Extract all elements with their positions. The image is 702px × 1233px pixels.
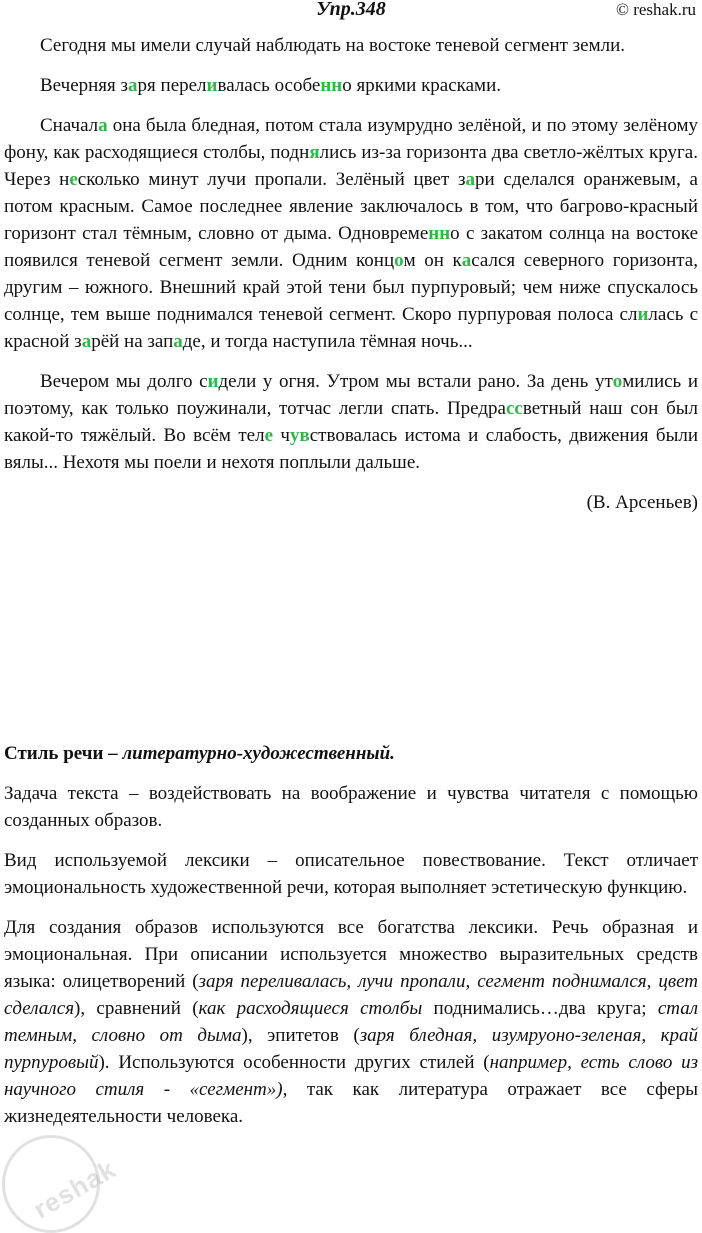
example-quote: заря бледная, изумруоно-зеленая, край пурпуровый [4, 1025, 698, 1073]
example-quote: стал темным, словно от дыма [4, 998, 698, 1046]
text-task: Задача текста – воздействовать на воображение и чувства читателя с помощью созданных образов. [4, 783, 698, 831]
paragraph-3 [4, 112, 698, 355]
author-attribution: (В. Арсеньев) [586, 492, 698, 513]
highlighted-letter: и [207, 371, 219, 392]
text-segment: сколько минут лучи пропали. Зелёный цвет з [77, 169, 466, 190]
highlighted-letter: а [173, 331, 183, 352]
text-segment: ). Используются особенности других стилей ( [98, 1052, 490, 1073]
text-segment: Вечерняя з [40, 75, 129, 96]
highlighted-letter: нн [320, 75, 343, 96]
text-segment: дели у огня. Утром мы встали рано. За день ут [218, 371, 613, 392]
highlighted-letter: е [69, 169, 78, 190]
example-quote: заря переливалась, лучи пропали, сегмент поднимался, цвет сделался [4, 971, 698, 1019]
text-segment: так как литература отражает все сферы жизнедеятельности человека. [4, 1079, 698, 1127]
text-segment: о с закатом солнца на востоке появился теневой сегмент земли. Одним конц [4, 223, 699, 271]
text-segment: валась особе [217, 75, 321, 96]
text-segment: она была бледная, потом стала изумрудно зелёной, и по этому зелёному фону, как расходящиеся столбы, подн [4, 115, 698, 163]
text-segment: Сначал [40, 115, 99, 136]
text-segment: ря перел [137, 75, 207, 96]
highlighted-letter: и [206, 75, 218, 96]
lexicon-type: Вид используемой лексики – описательное повествование. Текст отличает эмоциональность художественной речи, которая выполняет эстетическую функцию. [4, 850, 698, 898]
highlighted-letter: нн [428, 223, 451, 244]
paragraph-1: Сегодня мы имели случай наблюдать на востоке теневой сегмент земли. [40, 35, 626, 56]
analysis-section [4, 740, 698, 1130]
text-segment: сался северного горизонта, другим – южного. Внешний край этой тени был пурпуровый; чем ниже спускалось солнце, тем выше поднимался теневой сегмент. Скоро пурпуровая полоса сл [4, 250, 698, 325]
text-segment: ), эпитетов ( [241, 1025, 360, 1046]
text-segment: ветный наш сон был какой-то тяжёлый. Во всём тел [4, 398, 699, 446]
text-segment: лась с красной з [4, 304, 698, 352]
highlighted-letter: и [637, 304, 649, 325]
text-segment: ), сравнений ( [74, 998, 199, 1019]
exercise-title: Упр.348 [316, 0, 386, 20]
highlighted-letter: а [81, 331, 92, 352]
text-segment: Для создания образов используются все богатства лексики. Речь образная и эмоциональная. При описании используется множество выразительных средств языка: олицетворений ( [4, 917, 698, 992]
text-segment: де, и тогда наступила тёмная ночь... [182, 331, 473, 352]
speech-style-line [4, 740, 698, 767]
style-label: Стиль речи – [4, 743, 123, 764]
text-segment: поднимались…два круга; [422, 998, 658, 1019]
highlighted-letter: а [465, 169, 475, 190]
style-value: литературно-художественный. [122, 743, 395, 764]
text-segment: о яркими красками. [342, 75, 501, 96]
highlighted-letter: я [309, 142, 320, 163]
text-segment: м он к [403, 250, 462, 271]
expressive-means [4, 914, 698, 1130]
paragraph-2 [4, 72, 698, 99]
text-segment: ствовалась истома и слабость, движения были вялы... Нехотя мы поели и нехотя поплыли дальше. [4, 425, 698, 473]
highlighted-letter: о [612, 371, 623, 392]
highlighted-letter: а [128, 75, 138, 96]
highlighted-letter: а [461, 250, 472, 271]
text-segment: мились и поэтому, как только поужинали, тотчас легли спать. Предра [4, 371, 698, 419]
highlighted-letter: ув [289, 425, 310, 446]
highlighted-letter: сс [505, 398, 523, 419]
example-quote: как расходящиеся столбы [198, 998, 423, 1019]
highlighted-letter: о [394, 250, 404, 271]
exercise-text [4, 32, 698, 516]
highlighted-letter: а [98, 115, 108, 136]
text-segment: рёй на зап [91, 331, 174, 352]
text-segment: Вечером мы долго с [40, 371, 208, 392]
text-segment: лись из-за горизонта два светло-жёлтых круга. Через н [4, 142, 698, 190]
header [0, 0, 702, 24]
paragraph-4 [4, 368, 698, 476]
text-segment: ч [273, 425, 290, 446]
highlighted-letter: е [264, 425, 273, 446]
text-segment: ри сделался оранжевым, а потом красным. Самое последнее явление заключалось в том, что багрово-красный горизонт стал тёмным, словно от дыма. Одновреме [4, 169, 698, 244]
watermark-logo: reshak [28, 1153, 122, 1225]
site-credit: © reshak.ru [616, 0, 696, 19]
example-quote: например, есть слово из научного стиля - «сегмент»), [4, 1052, 699, 1100]
